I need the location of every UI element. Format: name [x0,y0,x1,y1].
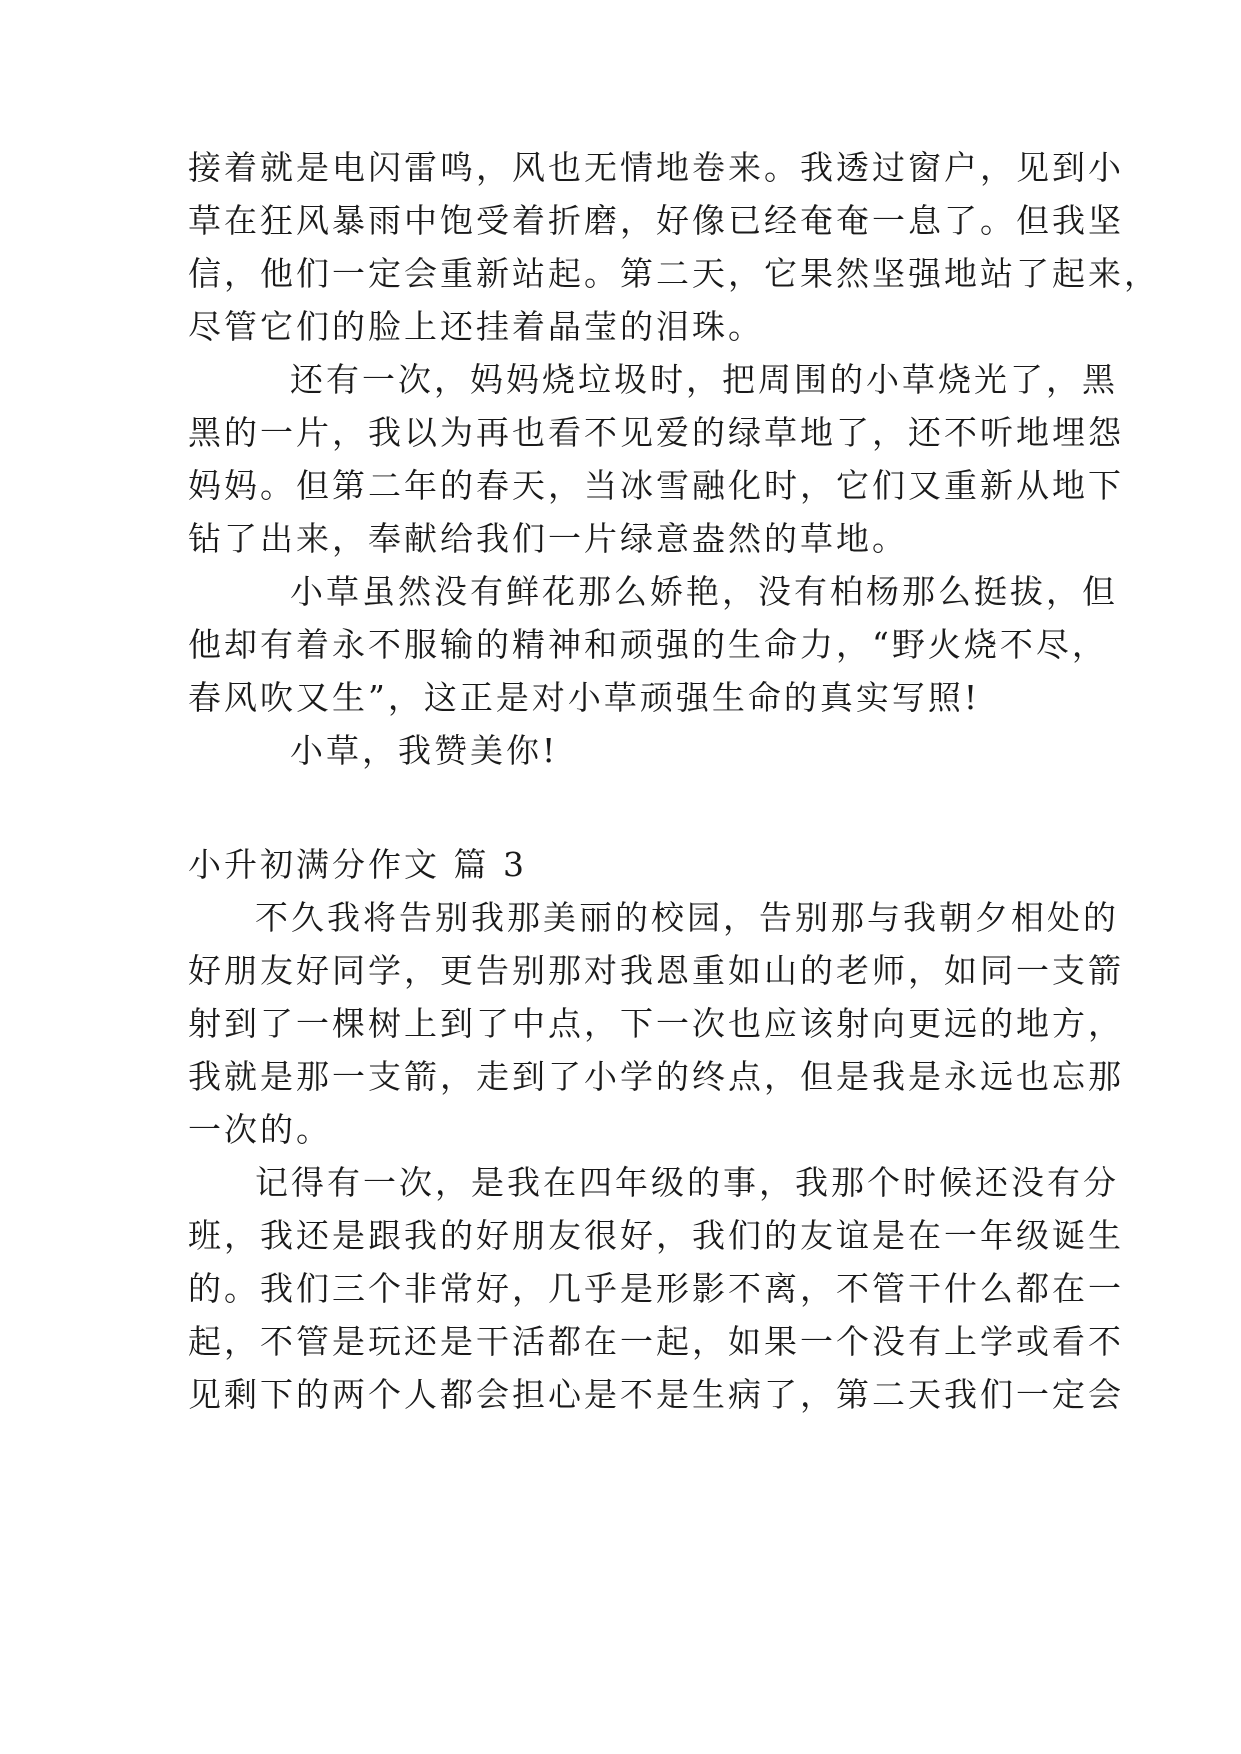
text-line: 小草，我赞美你! [290,731,559,770]
text-line: 小草虽然没有鲜花那么娇艳，没有柏杨那么挺拔，但 [290,572,1118,611]
text-line: 的。我们三个非常好，几乎是形影不离，不管干什么都在一 [188,1269,1124,1308]
text-line: 草在狂风暴雨中饱受着折磨，好像已经奄奄一息了。但我坚 [188,201,1124,240]
text-line: 班，我还是跟我的好朋友很好，我们的友谊是在一年级诞生 [188,1216,1124,1255]
text-line: 一次的。 [188,1110,332,1149]
text-line: 起，不管是玩还是干活都在一起，如果一个没有上学或看不 [188,1322,1124,1361]
text-line: 他却有着永不服输的精神和顽强的生命力，“野火烧不尽， [188,625,1108,664]
text-line: 好朋友好同学，更告别那对我恩重如山的老师，如同一支箭 [188,951,1124,990]
text-line: 尽管它们的脸上还挂着晶莹的泪珠。 [188,307,764,346]
text-line: 射到了一棵树上到了中点，下一次也应该射向更远的地方， [188,1004,1124,1043]
text-line: 记得有一次，是我在四年级的事，我那个时候还没有分 [255,1163,1119,1202]
text-line: 见剩下的两个人都会担心是不是生病了，第二天我们一定会 [188,1375,1124,1414]
text-line: 还有一次，妈妈烧垃圾时，把周围的小草烧光了，黑 [290,360,1118,399]
text-line: 钻了出来，奉献给我们一片绿意盎然的草地。 [188,519,908,558]
text-line: 妈妈。但第二年的春天，当冰雪融化时，它们又重新从地下 [188,466,1124,505]
text-line: 春风吹又生”，这正是对小草顽强生命的真实写照! [188,678,981,717]
text-line: 接着就是电闪雷鸣，风也无情地卷来。我透过窗户，见到小 [188,148,1124,187]
text-line: 我就是那一支箭，走到了小学的终点，但是我是永远也忘那 [188,1057,1124,1096]
essay-heading: 小升初满分作文 篇 3 [188,845,527,884]
text-line: 不久我将告别我那美丽的校园，告别那与我朝夕相处的 [255,898,1119,937]
text-line: 黑的一片，我以为再也看不见爱的绿草地了，还不听地埋怨 [188,413,1124,452]
text-line: 信，他们一定会重新站起。第二天，它果然坚强地站了起来， [188,254,1160,293]
